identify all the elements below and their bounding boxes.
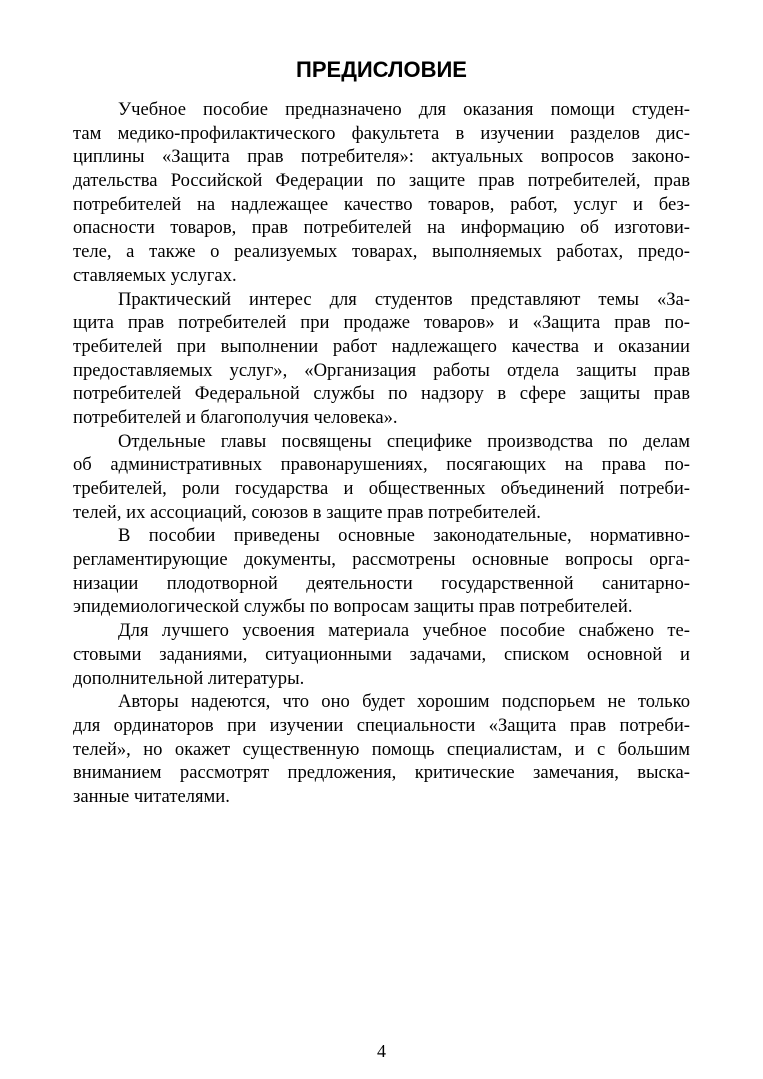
preface-body [73,98,690,809]
text-line: для ординаторов при изучении специальности «Защита прав потреби- [73,714,690,736]
text-line: об административных правонарушениях, посягающих на права по- [73,454,690,476]
text-line: потребителей Федеральной службы по надзору в сфере защиты прав [73,383,690,405]
text-line: дополнительной литературы. [73,667,305,689]
text-line: потребителей и благополучия человека». [73,406,398,428]
text-line: теле, а также о реализуемых товарах, выполняемых работах, предо- [73,241,690,263]
text-line: Учебное пособие предназначено для оказания помощи студен- [118,99,690,120]
text-line: опасности товаров, прав потребителей на информацию об изготови- [73,217,690,239]
text-line: требителей при выполнении работ надлежащего качества и оказании [73,335,690,357]
text-line: Практический интерес для студентов представляют темы «За- [118,288,690,310]
text-line: Отдельные главы посвящены специфике производства по делам [118,430,690,452]
text-line: телей», но окажет существенную помощь специалистам, и с большим [73,738,690,760]
text-line: низации плодотворной деятельности государственной санитарно- [73,572,690,594]
page-number: 4 [377,1041,386,1061]
text-line: требителей, роли государства и общественных объединений потреби- [73,478,690,499]
text-line: там медико-профилактического факультета в изучении разделов дис- [73,122,690,144]
text-line: телей, их ассоциаций, союзов в защите прав потребителей. [73,501,541,523]
text-line: потребителей на надлежащее качество товаров, работ, услуг и без- [73,193,690,215]
text-line: щита прав потребителей при продаже товаров» и «Защита прав по- [73,312,690,334]
text-line: В пособии приведены основные законодательные, нормативно- [118,525,690,547]
text-line: предоставляемых услуг», «Организация работы отдела защиты прав [73,359,690,381]
page-title: ПРЕДИСЛОВИЕ [296,57,467,82]
text-line: вниманием рассмотрят предложения, критические замечания, выска- [73,762,690,784]
text-line: Авторы надеются, что оно будет хорошим подспорьем не только [118,691,690,713]
text-line: циплины «Защита прав потребителя»: актуальных вопросов законо- [73,146,690,168]
text-line: стовыми заданиями, ситуационными задачами, списком основной и [73,643,690,665]
text-line: Для лучшего усвоения материала учебное пособие снабжено те- [118,620,690,642]
text-line: дательства Российской Федерации по защите прав потребителей, прав [73,170,690,192]
text-line: регламентирующие документы, рассмотрены основные вопросы орга- [73,549,690,571]
text-line: занные читателями. [73,785,230,807]
text-line: эпидемиологической службы по вопросам защиты прав потребителей. [73,596,633,618]
text-line: ставляемых услугах. [73,264,237,286]
